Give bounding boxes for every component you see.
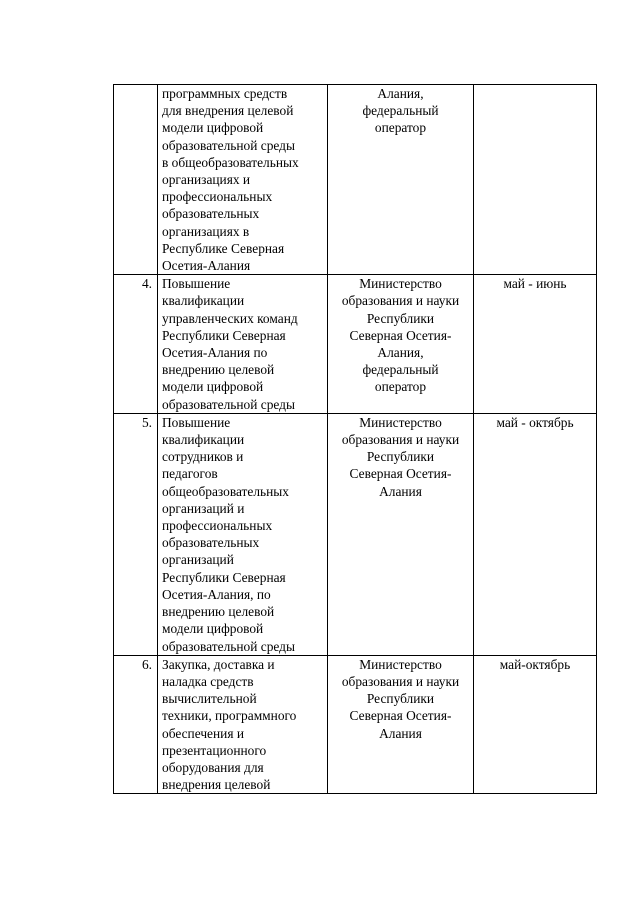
event-cell: Закупка, доставка и наладка средств вычислительной техники, программного обеспечения и презентационного оборудования для внедрения целевой — [158, 655, 328, 794]
responsible-cell: Министерство образования и науки Республики Северная Осетия- Алания, федеральный оператор — [328, 275, 474, 414]
table-row — [114, 413, 597, 655]
table-row — [114, 275, 597, 414]
event-cell: Повышение квалификации управленческих команд Республики Северная Осетия-Алания по внедрению целевой модели цифровой образовательной среды — [158, 275, 328, 414]
term-cell: май - октябрь — [474, 413, 597, 655]
term-cell: май - июнь — [474, 275, 597, 414]
row-number-cell: 6. — [114, 655, 158, 794]
table-row — [114, 655, 597, 794]
row-number-cell — [114, 85, 158, 275]
responsible-cell: Министерство образования и науки Республики Северная Осетия- Алания — [328, 655, 474, 794]
term-cell — [474, 85, 597, 275]
event-cell: программных средств для внедрения целевой модели цифровой образовательной среды в общеобразовательных организациях и профессиональных образовательных организациях в Республике Северная Осетия-Алания — [158, 85, 328, 275]
event-cell: Повышение квалификации сотрудников и педагогов общеобразовательных организаций и профессиональных образовательных организаций Республики Северная Осетия-Алания, по внедрению целевой модели цифровой образовательной среды — [158, 413, 328, 655]
responsible-cell: Министерство образования и науки Республики Северная Осетия- Алания — [328, 413, 474, 655]
table-row — [114, 85, 597, 275]
responsible-cell: Алания, федеральный оператор — [328, 85, 474, 275]
term-cell: май-октябрь — [474, 655, 597, 794]
row-number-cell: 5. — [114, 413, 158, 655]
activity-plan-table — [113, 84, 597, 794]
row-number-cell: 4. — [114, 275, 158, 414]
